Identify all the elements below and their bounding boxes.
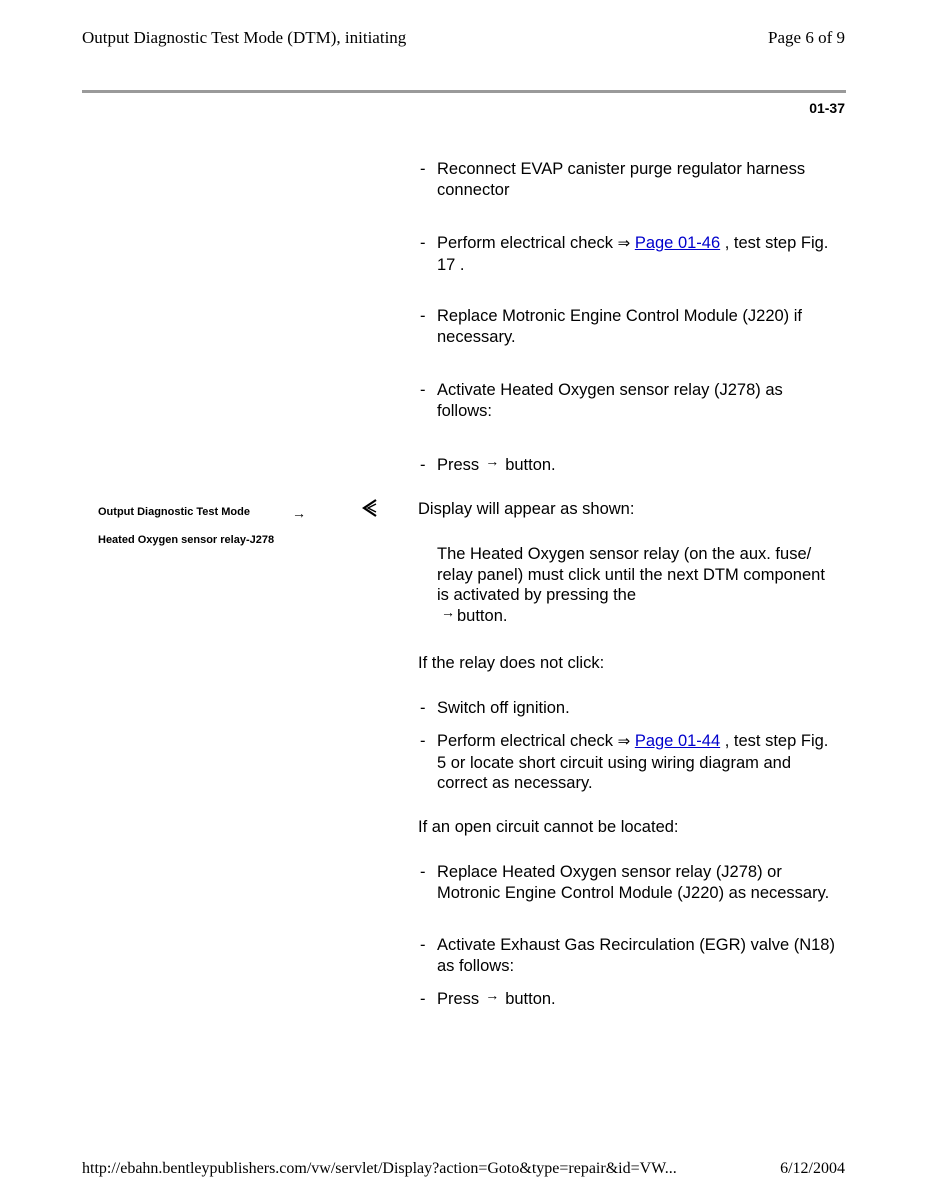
if-open-circuit: If an open circuit cannot be located: bbox=[418, 818, 679, 836]
step-text: Activate Heated Oxygen sensor relay (J278) as follows: bbox=[437, 381, 783, 420]
bullet-dash: - bbox=[420, 456, 426, 474]
button-label: button. bbox=[457, 606, 508, 625]
step-activate-egr bbox=[420, 935, 840, 976]
footer-url: http://ebahn.bentleypublishers.com/vw/servlet/Display?action=Goto&type=repair&id=VW... bbox=[82, 1160, 677, 1177]
page-01-44-link[interactable]: Page 01-44 bbox=[634, 732, 721, 750]
step-replace-ecm bbox=[420, 306, 840, 347]
step-reconnect-evap bbox=[420, 159, 840, 200]
reference-arrow-icon: ⇒ bbox=[617, 733, 631, 750]
step-text: Replace Heated Oxygen sensor relay (J278) or Motronic Engine Control Module (J220) as necessary. bbox=[437, 863, 830, 902]
step-press-button-1 bbox=[420, 455, 840, 476]
header-divider bbox=[82, 90, 846, 93]
bullet-dash: - bbox=[420, 936, 426, 954]
step-text bbox=[437, 455, 840, 476]
figure-line-2: Heated Oxygen sensor relay-J278 bbox=[98, 534, 275, 546]
relay-note bbox=[437, 544, 837, 626]
pointer-left-icon bbox=[362, 499, 378, 523]
step-text bbox=[437, 989, 840, 1010]
step-press-button-2 bbox=[420, 989, 840, 1010]
figure-line-1: Output Diagnostic Test Mode bbox=[98, 506, 250, 518]
page-indicator: Page 6 of 9 bbox=[768, 28, 845, 47]
document-title: Output Diagnostic Test Mode (DTM), initiating bbox=[82, 28, 407, 47]
press-label: Press bbox=[437, 456, 480, 474]
check-label: Perform electrical check bbox=[437, 732, 614, 750]
bullet-dash: - bbox=[420, 699, 426, 717]
step-electrical-check-1 bbox=[420, 233, 840, 275]
if-no-click: If the relay does not click: bbox=[418, 654, 605, 672]
relay-note-text: The Heated Oxygen sensor relay (on the aux. fuse/ relay panel) must click until the next DTM component is activated by pressing the bbox=[437, 545, 825, 604]
step-text: Replace Motronic Engine Control Module (J220) if necessary. bbox=[437, 307, 803, 346]
step-text: Activate Exhaust Gas Recirculation (EGR) valve (N18) as follows: bbox=[437, 936, 835, 975]
section-page-number: 01-37 bbox=[809, 100, 845, 116]
bullet-dash: - bbox=[420, 990, 426, 1008]
right-arrow-icon: → bbox=[441, 603, 455, 620]
check-detail: , test step Fig. 5 or locate short circuit using wiring diagram and correct as necessary. bbox=[437, 732, 829, 792]
bullet-dash: - bbox=[420, 307, 426, 325]
check-detail: , test step Fig. 17 . bbox=[437, 234, 829, 274]
bullet-dash: - bbox=[420, 863, 426, 881]
page-01-46-link[interactable]: Page 01-46 bbox=[634, 234, 721, 252]
step-switch-off bbox=[420, 698, 840, 719]
bullet-dash: - bbox=[420, 381, 426, 399]
check-label: Perform electrical check bbox=[437, 234, 614, 252]
reference-arrow-icon: ⇒ bbox=[617, 235, 631, 252]
pointer-left-icon-svg bbox=[362, 499, 378, 517]
button-label: button. bbox=[505, 990, 556, 1008]
step-text bbox=[437, 731, 840, 794]
figure-arrow-icon: → bbox=[292, 505, 306, 521]
right-arrow-icon: → bbox=[485, 987, 500, 1003]
bullet-dash: - bbox=[420, 234, 426, 252]
step-text bbox=[437, 233, 840, 275]
right-arrow-icon: → bbox=[485, 453, 500, 469]
button-label: button. bbox=[505, 456, 556, 474]
step-text: Reconnect EVAP canister purge regulator harness connector bbox=[437, 160, 806, 199]
step-replace-relay bbox=[420, 862, 840, 903]
step-activate-relay bbox=[420, 380, 840, 421]
bullet-dash: - bbox=[420, 160, 426, 178]
bullet-dash: - bbox=[420, 732, 426, 750]
step-electrical-check-2 bbox=[420, 731, 840, 794]
press-label: Press bbox=[437, 990, 480, 1008]
step-text: Switch off ignition. bbox=[437, 699, 570, 717]
display-instruction: Display will appear as shown: bbox=[418, 500, 635, 518]
footer-date: 6/12/2004 bbox=[780, 1160, 845, 1177]
